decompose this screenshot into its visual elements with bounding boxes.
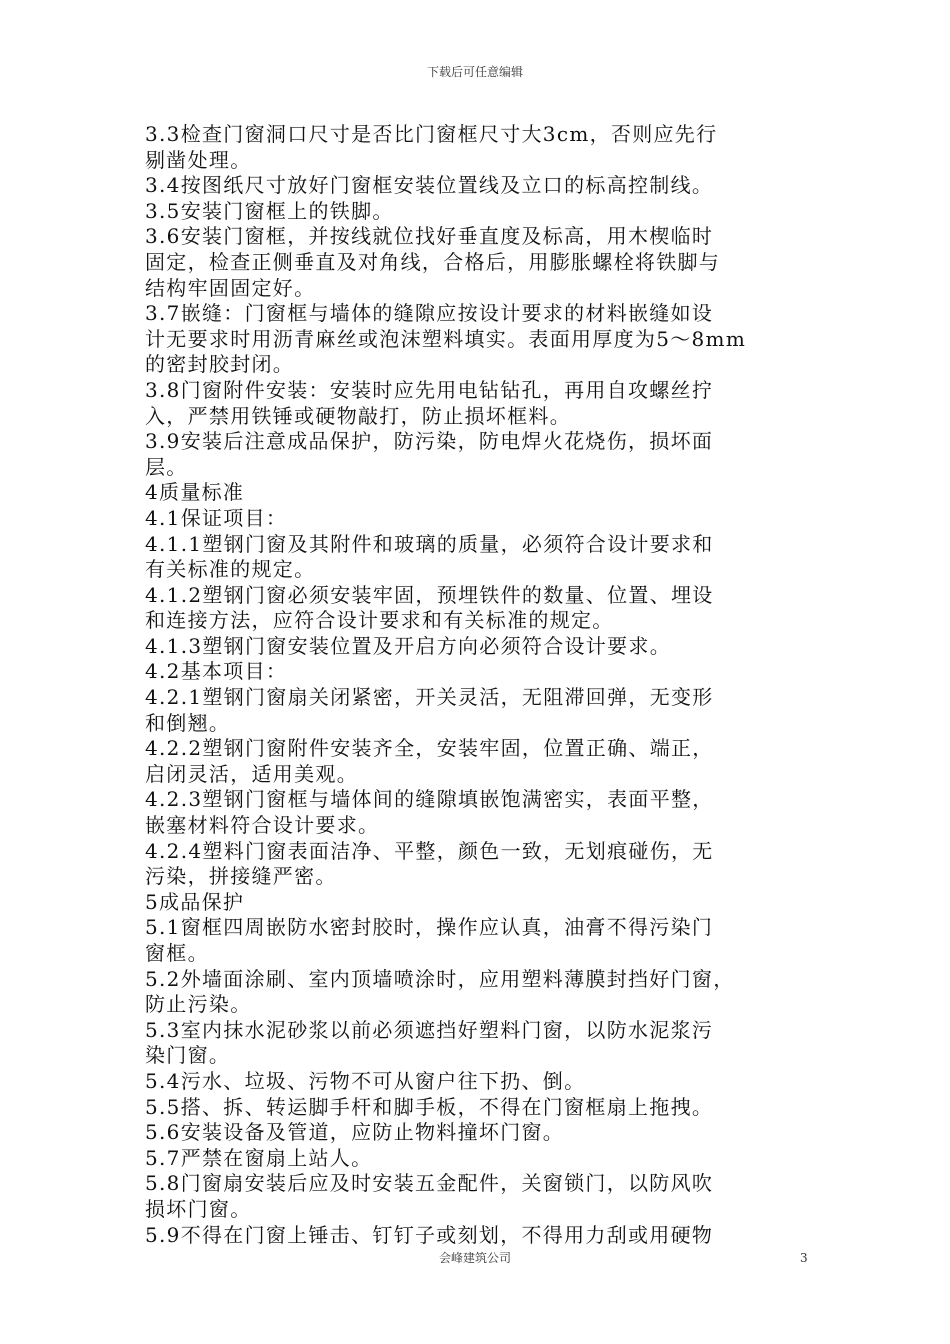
text-line: 5.2外墙面涂刷、室内顶墙喷涂时，应用塑料薄膜封挡好门窗， xyxy=(145,966,735,991)
text-line: 4.1.3塑钢门窗安装位置及开启方向必须符合设计要求。 xyxy=(145,633,671,658)
text-line: 嵌塞材料符合设计要求。 xyxy=(145,813,380,838)
text-line: 3.8门窗附件安装：安装时应先用电钻钻孔，再用自攻螺丝拧 xyxy=(145,377,714,402)
text-line: 染门窗。 xyxy=(145,1043,231,1068)
text-line: 5.3室内抹水泥砂浆以前必须遮挡好塑料门窗，以防水泥浆污 xyxy=(145,1017,714,1042)
text-line: 损坏门窗。 xyxy=(145,1196,252,1221)
header-note: 下载后可任意编辑 xyxy=(426,65,523,79)
text-line: 3.6安装门窗框，并按线就位找好垂直度及标高，用木楔临时 xyxy=(145,224,714,249)
text-line: 5.8门窗扇安装后应及时安装五金配件，关窗锁门，以防风吹 xyxy=(145,1171,714,1196)
text-line: 防止污染。 xyxy=(145,992,252,1017)
text-line: 结构牢固固定好。 xyxy=(145,275,316,300)
document-body xyxy=(145,122,813,1248)
text-line: 3.4按图纸尺寸放好门窗框安装位置线及立口的标高控制线。 xyxy=(145,173,714,198)
text-line: 5.4污水、垃圾、污物不可从窗户往下扔、倒。 xyxy=(145,1068,586,1093)
text-line: 4质量标准 xyxy=(145,480,245,505)
page-header xyxy=(0,64,950,80)
text-line: 4.1保证项目： xyxy=(145,505,288,530)
text-line: 4.1.2塑钢门窗必须安装牢固，预埋铁件的数量、位置、埋设 xyxy=(145,582,714,607)
text-line: 层。 xyxy=(145,454,188,479)
text-line: 4.2基本项目： xyxy=(145,659,288,684)
text-line: 剔凿处理。 xyxy=(145,147,252,172)
text-line: 5.5搭、拆、转运脚手杆和脚手板，不得在门窗框扇上拖拽。 xyxy=(145,1094,714,1119)
text-line: 5成品保护 xyxy=(145,889,245,914)
text-line: 4.1.1塑钢门窗及其附件和玻璃的质量，必须符合设计要求和 xyxy=(145,531,714,556)
text-line: 5.7严禁在窗扇上站人。 xyxy=(145,1145,373,1170)
text-line: 3.5安装门窗框上的铁脚。 xyxy=(145,198,394,223)
text-line: 4.2.3塑钢门窗框与墙体间的缝隙填嵌饱满密实，表面平整， xyxy=(145,787,714,812)
text-line: 3.3检查门窗洞口尺寸是否比门窗框尺寸大3cm，否则应先行 xyxy=(145,122,718,146)
text-line: 4.2.1塑钢门窗扇关闭紧密，开关灵活，无阻滞回弹，无变形 xyxy=(145,685,714,710)
text-line: 有关标准的规定。 xyxy=(145,557,316,582)
text-line: 5.9不得在门窗上锤击、钉钉子或刻划，不得用力刮或用硬物 xyxy=(145,1222,714,1247)
text-line: 污染，拼接缝严密。 xyxy=(145,864,337,889)
text-line: 的密封胶封闭。 xyxy=(145,352,295,377)
text-line: 窗框。 xyxy=(145,941,209,965)
text-line: 计无要求时用沥青麻丝或泡沫塑料填实。表面用厚度为5～8mm xyxy=(145,326,747,351)
text-line: 和倒翘。 xyxy=(145,710,231,735)
text-line: 固定，检查正侧垂直及对角线，合格后，用膨胀螺栓将铁脚与 xyxy=(145,249,721,274)
page-number: 3 xyxy=(800,1251,808,1265)
text-line: 启闭灵活，适用美观。 xyxy=(145,761,358,786)
text-line: 4.2.4塑料门窗表面洁净、平整，颜色一致，无划痕碰伤，无 xyxy=(145,838,714,863)
text-line: 5.1窗框四周嵌防水密封胶时，操作应认真，油膏不得污染门 xyxy=(145,915,714,940)
text-line: 3.9安装后注意成品保护，防污染，防电焊火花烧伤，损坏面 xyxy=(145,429,714,454)
footer-company-name: 会峰建筑公司 xyxy=(438,1251,511,1265)
text-line: 入，严禁用铁锤或硬物敲打，防止损坏框料。 xyxy=(145,403,571,428)
text-line: 4.2.2塑钢门窗附件安装齐全，安装牢固，位置正确、端正， xyxy=(145,736,714,761)
page-footer xyxy=(0,1250,950,1266)
text-line: 3.7嵌缝：门窗框与墙体的缝隙应按设计要求的材料嵌缝如设 xyxy=(145,301,714,326)
text-line: 5.6安装设备及管道，应防止物料撞坏门窗。 xyxy=(145,1120,565,1145)
text-line: 和连接方法，应符合设计要求和有关标准的规定。 xyxy=(145,608,614,633)
